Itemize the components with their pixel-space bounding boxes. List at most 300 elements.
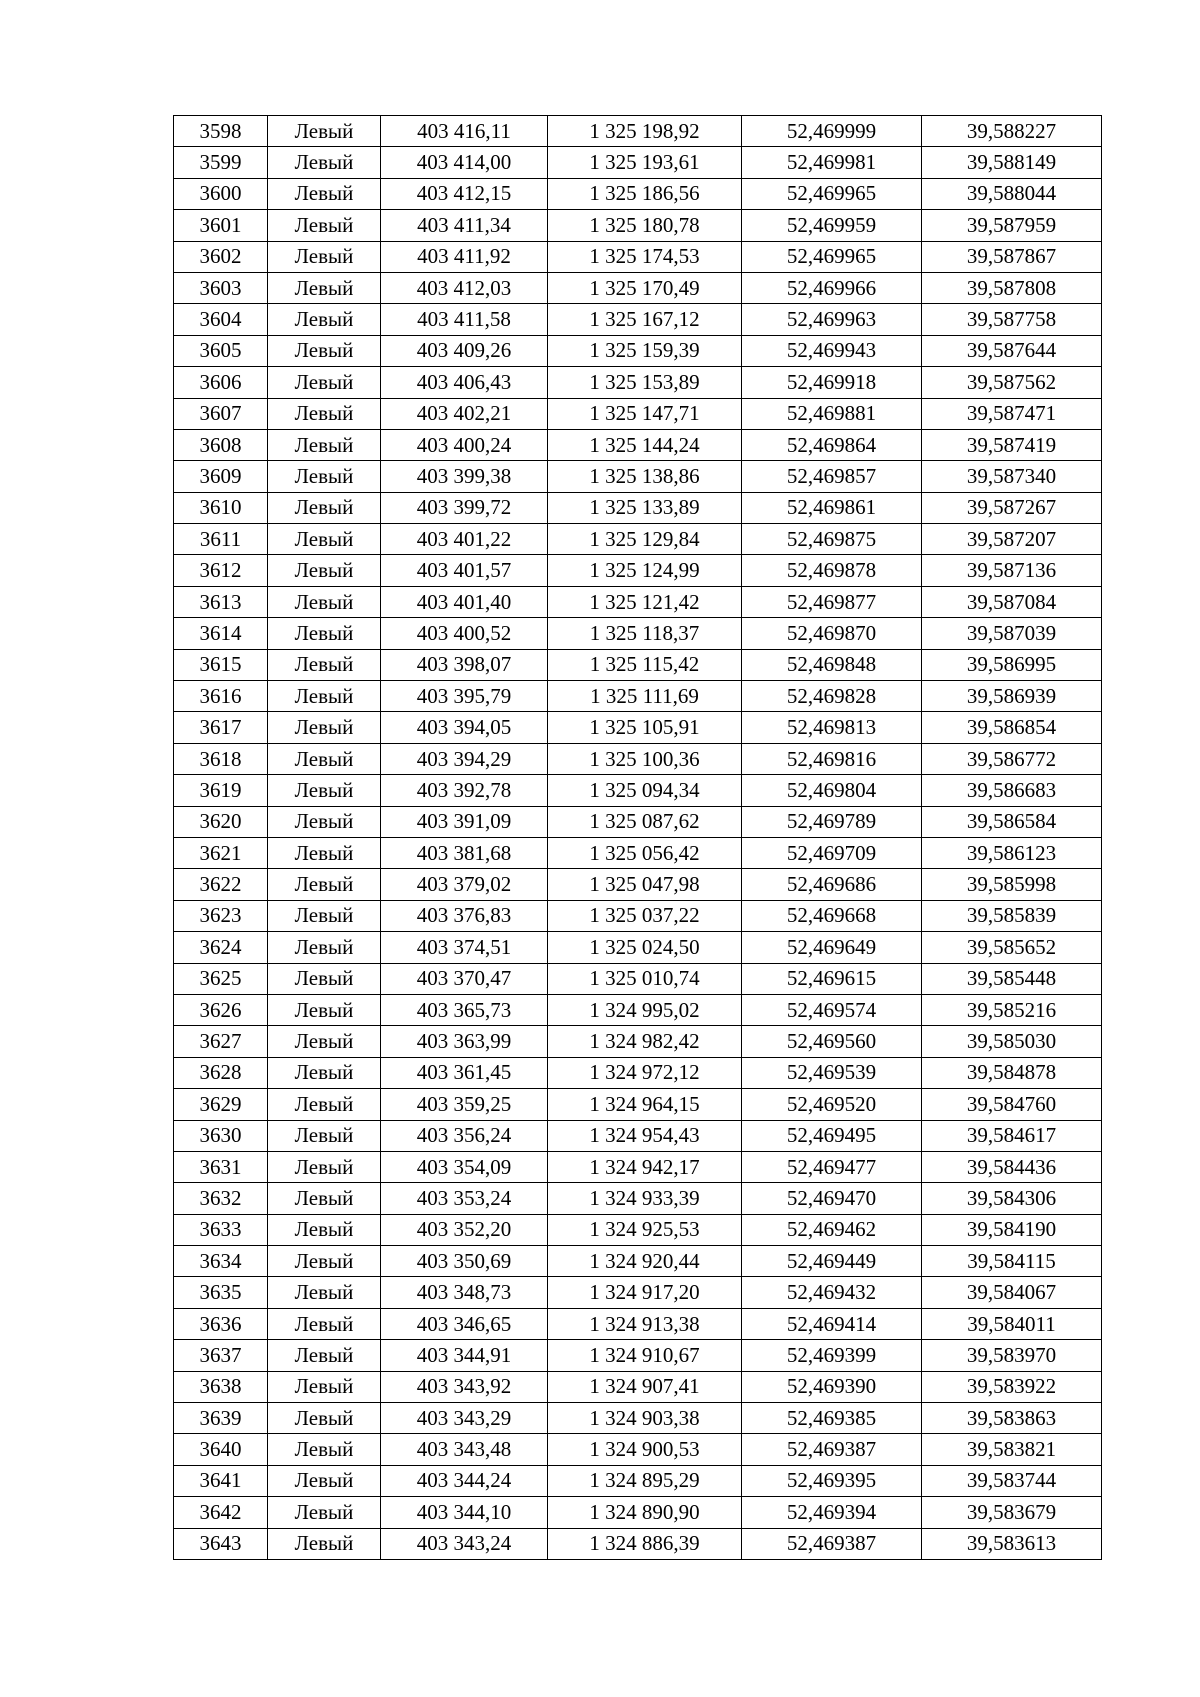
latitude-cell: 52,469878 [742, 555, 922, 586]
longitude-cell: 39,583679 [922, 1497, 1102, 1528]
y-coordinate-cell: 1 325 105,91 [548, 712, 742, 743]
point-number-cell: 3610 [174, 492, 268, 523]
side-cell: Левый [268, 555, 381, 586]
y-coordinate-cell: 1 325 087,62 [548, 806, 742, 837]
point-number-cell: 3621 [174, 837, 268, 868]
point-number-cell: 3629 [174, 1089, 268, 1120]
side-cell: Левый [268, 806, 381, 837]
y-coordinate-cell: 1 324 972,12 [548, 1057, 742, 1088]
side-cell: Левый [268, 1057, 381, 1088]
longitude-cell: 39,583863 [922, 1403, 1102, 1434]
y-coordinate-cell: 1 325 167,12 [548, 304, 742, 335]
y-coordinate-cell: 1 325 024,50 [548, 932, 742, 963]
table-row [174, 429, 1102, 460]
latitude-cell: 52,469870 [742, 618, 922, 649]
y-coordinate-cell: 1 325 094,34 [548, 775, 742, 806]
latitude-cell: 52,469520 [742, 1089, 922, 1120]
side-cell: Левый [268, 775, 381, 806]
y-coordinate-cell: 1 325 056,42 [548, 837, 742, 868]
side-cell: Левый [268, 1089, 381, 1120]
y-coordinate-cell: 1 325 138,86 [548, 461, 742, 492]
longitude-cell: 39,586584 [922, 806, 1102, 837]
y-coordinate-cell: 1 325 121,42 [548, 586, 742, 617]
point-number-cell: 3616 [174, 681, 268, 712]
side-cell: Левый [268, 1403, 381, 1434]
x-coordinate-cell: 403 392,78 [381, 775, 548, 806]
y-coordinate-cell: 1 324 900,53 [548, 1434, 742, 1465]
point-number-cell: 3632 [174, 1183, 268, 1214]
side-cell: Левый [268, 963, 381, 994]
latitude-cell: 52,469828 [742, 681, 922, 712]
latitude-cell: 52,469877 [742, 586, 922, 617]
table-row [174, 1026, 1102, 1057]
latitude-cell: 52,469804 [742, 775, 922, 806]
latitude-cell: 52,469668 [742, 900, 922, 931]
point-number-cell: 3625 [174, 963, 268, 994]
point-number-cell: 3624 [174, 932, 268, 963]
x-coordinate-cell: 403 376,83 [381, 900, 548, 931]
latitude-cell: 52,469615 [742, 963, 922, 994]
latitude-cell: 52,469495 [742, 1120, 922, 1151]
longitude-cell: 39,583613 [922, 1528, 1102, 1559]
x-coordinate-cell: 403 401,57 [381, 555, 548, 586]
point-number-cell: 3602 [174, 241, 268, 272]
point-number-cell: 3643 [174, 1528, 268, 1559]
y-coordinate-cell: 1 325 115,42 [548, 649, 742, 680]
longitude-cell: 39,587039 [922, 618, 1102, 649]
longitude-cell: 39,587267 [922, 492, 1102, 523]
side-cell: Левый [268, 1497, 381, 1528]
y-coordinate-cell: 1 324 907,41 [548, 1371, 742, 1402]
latitude-cell: 52,469432 [742, 1277, 922, 1308]
table-row [174, 681, 1102, 712]
longitude-cell: 39,586683 [922, 775, 1102, 806]
longitude-cell: 39,587644 [922, 335, 1102, 366]
point-number-cell: 3604 [174, 304, 268, 335]
point-number-cell: 3611 [174, 524, 268, 555]
side-cell: Левый [268, 524, 381, 555]
y-coordinate-cell: 1 325 111,69 [548, 681, 742, 712]
longitude-cell: 39,587419 [922, 429, 1102, 460]
table-row [174, 304, 1102, 335]
side-cell: Левый [268, 461, 381, 492]
latitude-cell: 52,469981 [742, 147, 922, 178]
side-cell: Левый [268, 1277, 381, 1308]
table-row [174, 492, 1102, 523]
x-coordinate-cell: 403 352,20 [381, 1214, 548, 1245]
point-number-cell: 3640 [174, 1434, 268, 1465]
point-number-cell: 3623 [174, 900, 268, 931]
table-row [174, 1120, 1102, 1151]
longitude-cell: 39,584115 [922, 1246, 1102, 1277]
side-cell: Левый [268, 1308, 381, 1339]
longitude-cell: 39,583922 [922, 1371, 1102, 1402]
table-row [174, 272, 1102, 303]
longitude-cell: 39,584617 [922, 1120, 1102, 1151]
side-cell: Левый [268, 335, 381, 366]
point-number-cell: 3628 [174, 1057, 268, 1088]
latitude-cell: 52,469686 [742, 869, 922, 900]
longitude-cell: 39,584067 [922, 1277, 1102, 1308]
table-row [174, 335, 1102, 366]
latitude-cell: 52,469462 [742, 1214, 922, 1245]
side-cell: Левый [268, 837, 381, 868]
table-row [174, 147, 1102, 178]
latitude-cell: 52,469963 [742, 304, 922, 335]
table-row [174, 869, 1102, 900]
point-number-cell: 3598 [174, 116, 268, 147]
y-coordinate-cell: 1 324 954,43 [548, 1120, 742, 1151]
longitude-cell: 39,587959 [922, 210, 1102, 241]
longitude-cell: 39,587867 [922, 241, 1102, 272]
point-number-cell: 3633 [174, 1214, 268, 1245]
x-coordinate-cell: 403 346,65 [381, 1308, 548, 1339]
x-coordinate-cell: 403 354,09 [381, 1151, 548, 1182]
side-cell: Левый [268, 1465, 381, 1496]
y-coordinate-cell: 1 324 903,38 [548, 1403, 742, 1434]
latitude-cell: 52,469470 [742, 1183, 922, 1214]
table-row [174, 241, 1102, 272]
x-coordinate-cell: 403 401,22 [381, 524, 548, 555]
y-coordinate-cell: 1 324 895,29 [548, 1465, 742, 1496]
y-coordinate-cell: 1 324 982,42 [548, 1026, 742, 1057]
longitude-cell: 39,587758 [922, 304, 1102, 335]
point-number-cell: 3619 [174, 775, 268, 806]
x-coordinate-cell: 403 343,24 [381, 1528, 548, 1559]
longitude-cell: 39,585652 [922, 932, 1102, 963]
y-coordinate-cell: 1 324 933,39 [548, 1183, 742, 1214]
side-cell: Левый [268, 147, 381, 178]
longitude-cell: 39,585030 [922, 1026, 1102, 1057]
longitude-cell: 39,587808 [922, 272, 1102, 303]
side-cell: Левый [268, 900, 381, 931]
table-row [174, 618, 1102, 649]
x-coordinate-cell: 403 406,43 [381, 367, 548, 398]
y-coordinate-cell: 1 325 153,89 [548, 367, 742, 398]
longitude-cell: 39,583970 [922, 1340, 1102, 1371]
point-number-cell: 3603 [174, 272, 268, 303]
table-row [174, 1183, 1102, 1214]
x-coordinate-cell: 403 400,52 [381, 618, 548, 649]
table-row [174, 524, 1102, 555]
point-number-cell: 3634 [174, 1246, 268, 1277]
side-cell: Левый [268, 1151, 381, 1182]
x-coordinate-cell: 403 365,73 [381, 994, 548, 1025]
side-cell: Левый [268, 1340, 381, 1371]
longitude-cell: 39,587207 [922, 524, 1102, 555]
y-coordinate-cell: 1 325 118,37 [548, 618, 742, 649]
point-number-cell: 3615 [174, 649, 268, 680]
longitude-cell: 39,584306 [922, 1183, 1102, 1214]
table-row [174, 367, 1102, 398]
point-number-cell: 3607 [174, 398, 268, 429]
point-number-cell: 3609 [174, 461, 268, 492]
longitude-cell: 39,584190 [922, 1214, 1102, 1245]
x-coordinate-cell: 403 412,03 [381, 272, 548, 303]
latitude-cell: 52,469965 [742, 178, 922, 209]
longitude-cell: 39,583744 [922, 1465, 1102, 1496]
longitude-cell: 39,587562 [922, 367, 1102, 398]
table-row [174, 775, 1102, 806]
point-number-cell: 3639 [174, 1403, 268, 1434]
x-coordinate-cell: 403 343,48 [381, 1434, 548, 1465]
longitude-cell: 39,586995 [922, 649, 1102, 680]
latitude-cell: 52,469918 [742, 367, 922, 398]
side-cell: Левый [268, 712, 381, 743]
table-row [174, 963, 1102, 994]
y-coordinate-cell: 1 325 159,39 [548, 335, 742, 366]
table-row [174, 398, 1102, 429]
x-coordinate-cell: 403 361,45 [381, 1057, 548, 1088]
y-coordinate-cell: 1 325 180,78 [548, 210, 742, 241]
side-cell: Левый [268, 1371, 381, 1402]
y-coordinate-cell: 1 324 964,15 [548, 1089, 742, 1120]
point-number-cell: 3635 [174, 1277, 268, 1308]
y-coordinate-cell: 1 324 995,02 [548, 994, 742, 1025]
y-coordinate-cell: 1 325 124,99 [548, 555, 742, 586]
side-cell: Левый [268, 492, 381, 523]
side-cell: Левый [268, 743, 381, 774]
longitude-cell: 39,588044 [922, 178, 1102, 209]
x-coordinate-cell: 403 412,15 [381, 178, 548, 209]
point-number-cell: 3600 [174, 178, 268, 209]
longitude-cell: 39,587471 [922, 398, 1102, 429]
x-coordinate-cell: 403 344,10 [381, 1497, 548, 1528]
point-number-cell: 3626 [174, 994, 268, 1025]
longitude-cell: 39,586939 [922, 681, 1102, 712]
latitude-cell: 52,469881 [742, 398, 922, 429]
x-coordinate-cell: 403 374,51 [381, 932, 548, 963]
longitude-cell: 39,584760 [922, 1089, 1102, 1120]
y-coordinate-cell: 1 324 886,39 [548, 1528, 742, 1559]
side-cell: Левый [268, 429, 381, 460]
latitude-cell: 52,469477 [742, 1151, 922, 1182]
x-coordinate-cell: 403 381,68 [381, 837, 548, 868]
y-coordinate-cell: 1 324 913,38 [548, 1308, 742, 1339]
x-coordinate-cell: 403 411,34 [381, 210, 548, 241]
point-number-cell: 3631 [174, 1151, 268, 1182]
latitude-cell: 52,469394 [742, 1497, 922, 1528]
point-number-cell: 3612 [174, 555, 268, 586]
side-cell: Левый [268, 1434, 381, 1465]
x-coordinate-cell: 403 399,72 [381, 492, 548, 523]
latitude-cell: 52,469395 [742, 1465, 922, 1496]
side-cell: Левый [268, 681, 381, 712]
table-row [174, 555, 1102, 586]
latitude-cell: 52,469560 [742, 1026, 922, 1057]
longitude-cell: 39,587340 [922, 461, 1102, 492]
y-coordinate-cell: 1 324 910,67 [548, 1340, 742, 1371]
latitude-cell: 52,469385 [742, 1403, 922, 1434]
longitude-cell: 39,587136 [922, 555, 1102, 586]
side-cell: Левый [268, 649, 381, 680]
x-coordinate-cell: 403 343,29 [381, 1403, 548, 1434]
table-row [174, 1528, 1102, 1559]
x-coordinate-cell: 403 394,29 [381, 743, 548, 774]
side-cell: Левый [268, 367, 381, 398]
table-row [174, 743, 1102, 774]
side-cell: Левый [268, 272, 381, 303]
latitude-cell: 52,469848 [742, 649, 922, 680]
longitude-cell: 39,586123 [922, 837, 1102, 868]
latitude-cell: 52,469390 [742, 1371, 922, 1402]
x-coordinate-cell: 403 353,24 [381, 1183, 548, 1214]
latitude-cell: 52,469387 [742, 1528, 922, 1559]
point-number-cell: 3617 [174, 712, 268, 743]
longitude-cell: 39,586772 [922, 743, 1102, 774]
table-row [174, 210, 1102, 241]
point-number-cell: 3605 [174, 335, 268, 366]
table-row [174, 178, 1102, 209]
latitude-cell: 52,469864 [742, 429, 922, 460]
point-number-cell: 3630 [174, 1120, 268, 1151]
y-coordinate-cell: 1 325 147,71 [548, 398, 742, 429]
x-coordinate-cell: 403 414,00 [381, 147, 548, 178]
latitude-cell: 52,469965 [742, 241, 922, 272]
y-coordinate-cell: 1 325 174,53 [548, 241, 742, 272]
latitude-cell: 52,469861 [742, 492, 922, 523]
x-coordinate-cell: 403 350,69 [381, 1246, 548, 1277]
latitude-cell: 52,469959 [742, 210, 922, 241]
longitude-cell: 39,584436 [922, 1151, 1102, 1182]
side-cell: Левый [268, 178, 381, 209]
table-row [174, 1465, 1102, 1496]
x-coordinate-cell: 403 411,58 [381, 304, 548, 335]
point-number-cell: 3599 [174, 147, 268, 178]
longitude-cell: 39,583821 [922, 1434, 1102, 1465]
table-row [174, 806, 1102, 837]
longitude-cell: 39,588149 [922, 147, 1102, 178]
side-cell: Левый [268, 1120, 381, 1151]
side-cell: Левый [268, 241, 381, 272]
table-row [174, 649, 1102, 680]
longitude-cell: 39,585998 [922, 869, 1102, 900]
table-row [174, 1246, 1102, 1277]
x-coordinate-cell: 403 379,02 [381, 869, 548, 900]
x-coordinate-cell: 403 416,11 [381, 116, 548, 147]
side-cell: Левый [268, 210, 381, 241]
latitude-cell: 52,469943 [742, 335, 922, 366]
y-coordinate-cell: 1 325 047,98 [548, 869, 742, 900]
x-coordinate-cell: 403 343,92 [381, 1371, 548, 1402]
point-number-cell: 3636 [174, 1308, 268, 1339]
side-cell: Левый [268, 586, 381, 617]
x-coordinate-cell: 403 395,79 [381, 681, 548, 712]
table-row [174, 900, 1102, 931]
table-row [174, 586, 1102, 617]
table-row [174, 932, 1102, 963]
side-cell: Левый [268, 1026, 381, 1057]
y-coordinate-cell: 1 325 100,36 [548, 743, 742, 774]
table-row [174, 837, 1102, 868]
y-coordinate-cell: 1 325 010,74 [548, 963, 742, 994]
side-cell: Левый [268, 932, 381, 963]
longitude-cell: 39,585839 [922, 900, 1102, 931]
latitude-cell: 52,469999 [742, 116, 922, 147]
table-row [174, 1403, 1102, 1434]
table-row [174, 994, 1102, 1025]
table-row [174, 1057, 1102, 1088]
x-coordinate-cell: 403 359,25 [381, 1089, 548, 1120]
y-coordinate-cell: 1 324 942,17 [548, 1151, 742, 1182]
y-coordinate-cell: 1 325 129,84 [548, 524, 742, 555]
longitude-cell: 39,585216 [922, 994, 1102, 1025]
table-row [174, 1277, 1102, 1308]
coordinates-table-body [174, 116, 1102, 1560]
table-row [174, 1214, 1102, 1245]
side-cell: Левый [268, 869, 381, 900]
latitude-cell: 52,469816 [742, 743, 922, 774]
table-row [174, 712, 1102, 743]
point-number-cell: 3641 [174, 1465, 268, 1496]
point-number-cell: 3601 [174, 210, 268, 241]
side-cell: Левый [268, 994, 381, 1025]
latitude-cell: 52,469966 [742, 272, 922, 303]
x-coordinate-cell: 403 402,21 [381, 398, 548, 429]
longitude-cell: 39,588227 [922, 116, 1102, 147]
longitude-cell: 39,584011 [922, 1308, 1102, 1339]
y-coordinate-cell: 1 325 186,56 [548, 178, 742, 209]
point-number-cell: 3622 [174, 869, 268, 900]
table-row [174, 116, 1102, 147]
y-coordinate-cell: 1 325 133,89 [548, 492, 742, 523]
y-coordinate-cell: 1 324 917,20 [548, 1277, 742, 1308]
side-cell: Левый [268, 1528, 381, 1559]
side-cell: Левый [268, 116, 381, 147]
latitude-cell: 52,469399 [742, 1340, 922, 1371]
latitude-cell: 52,469574 [742, 994, 922, 1025]
latitude-cell: 52,469414 [742, 1308, 922, 1339]
x-coordinate-cell: 403 363,99 [381, 1026, 548, 1057]
x-coordinate-cell: 403 356,24 [381, 1120, 548, 1151]
x-coordinate-cell: 403 401,40 [381, 586, 548, 617]
point-number-cell: 3613 [174, 586, 268, 617]
point-number-cell: 3638 [174, 1371, 268, 1402]
latitude-cell: 52,469539 [742, 1057, 922, 1088]
y-coordinate-cell: 1 325 170,49 [548, 272, 742, 303]
table-row [174, 1497, 1102, 1528]
latitude-cell: 52,469875 [742, 524, 922, 555]
point-number-cell: 3614 [174, 618, 268, 649]
side-cell: Левый [268, 1214, 381, 1245]
coordinates-table [173, 115, 1102, 1560]
x-coordinate-cell: 403 348,73 [381, 1277, 548, 1308]
latitude-cell: 52,469649 [742, 932, 922, 963]
x-coordinate-cell: 403 344,24 [381, 1465, 548, 1496]
y-coordinate-cell: 1 324 925,53 [548, 1214, 742, 1245]
y-coordinate-cell: 1 324 890,90 [548, 1497, 742, 1528]
table-row [174, 1089, 1102, 1120]
y-coordinate-cell: 1 325 144,24 [548, 429, 742, 460]
longitude-cell: 39,586854 [922, 712, 1102, 743]
x-coordinate-cell: 403 391,09 [381, 806, 548, 837]
point-number-cell: 3606 [174, 367, 268, 398]
x-coordinate-cell: 403 370,47 [381, 963, 548, 994]
y-coordinate-cell: 1 325 037,22 [548, 900, 742, 931]
point-number-cell: 3608 [174, 429, 268, 460]
y-coordinate-cell: 1 324 920,44 [548, 1246, 742, 1277]
table-row [174, 1371, 1102, 1402]
x-coordinate-cell: 403 411,92 [381, 241, 548, 272]
side-cell: Левый [268, 1183, 381, 1214]
latitude-cell: 52,469709 [742, 837, 922, 868]
y-coordinate-cell: 1 325 193,61 [548, 147, 742, 178]
table-row [174, 1151, 1102, 1182]
table-row [174, 461, 1102, 492]
x-coordinate-cell: 403 398,07 [381, 649, 548, 680]
table-row [174, 1434, 1102, 1465]
y-coordinate-cell: 1 325 198,92 [548, 116, 742, 147]
